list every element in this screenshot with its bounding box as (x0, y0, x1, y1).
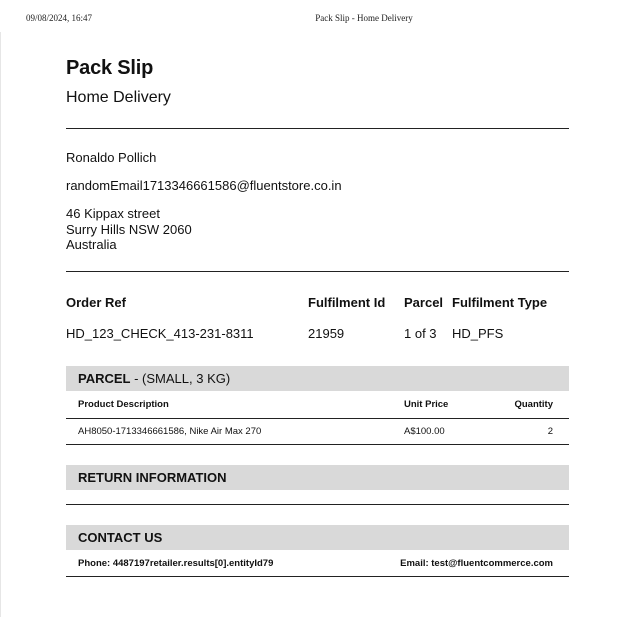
table-header-divider (66, 418, 569, 419)
customer-email: randomEmail1713346661586@fluentstore.co.in (66, 178, 342, 193)
parcel-header: Parcel (404, 295, 444, 310)
address-line-3: Australia (66, 237, 117, 252)
document-title: Pack Slip (66, 57, 154, 79)
address-line-2: Surry Hills NSW 2060 (66, 222, 192, 237)
divider (66, 271, 569, 272)
page-edge-divider (0, 32, 1, 617)
parcel-details: - (SMALL, 3 KG) (130, 371, 231, 386)
col-unit-price: Unit Price (404, 399, 449, 410)
divider (66, 504, 569, 505)
item-unit-price: A$100.00 (404, 426, 445, 437)
order-ref-header: Order Ref (66, 295, 126, 310)
item-description: AH8050-1713346661586, Nike Air Max 270 (78, 426, 262, 437)
fulfilment-id-value: 21959 (308, 326, 345, 341)
print-datetime: 09/08/2024, 16:47 (26, 13, 93, 23)
parcel-label: PARCEL (78, 371, 131, 386)
fulfilment-type-value: HD_PFS (452, 326, 504, 341)
document-header (66, 56, 569, 108)
parcel-section-header (66, 366, 569, 391)
col-product-description: Product Description (78, 399, 169, 410)
divider (66, 444, 569, 445)
contact-title: CONTACT US (78, 530, 163, 545)
parcel-value: 1 of 3 (404, 326, 437, 341)
address-line-1: 46 Kippax street (66, 206, 160, 221)
contact-section-header (66, 525, 569, 550)
contact-email: Email: test@fluentcommerce.com (400, 558, 553, 569)
contact-phone: Phone: 4487197retailer.results[0].entityId79 (78, 558, 274, 569)
return-info-section-header (66, 465, 569, 490)
print-header (0, 13, 634, 27)
order-ref-value: HD_123_CHECK_413-231-8311 (66, 326, 254, 341)
item-quantity: 2 (547, 426, 553, 437)
parcel-section-title (78, 371, 230, 386)
return-info-title: RETURN INFORMATION (78, 470, 227, 485)
col-quantity: Quantity (514, 399, 553, 410)
fulfilment-id-header: Fulfilment Id (308, 295, 386, 310)
fulfilment-type-header: Fulfilment Type (452, 295, 548, 310)
print-page-title: Pack Slip - Home Delivery (315, 13, 413, 23)
divider (66, 576, 569, 577)
customer-name: Ronaldo Pollich (66, 150, 157, 165)
document-subtitle: Home Delivery (66, 89, 171, 106)
divider (66, 128, 569, 129)
